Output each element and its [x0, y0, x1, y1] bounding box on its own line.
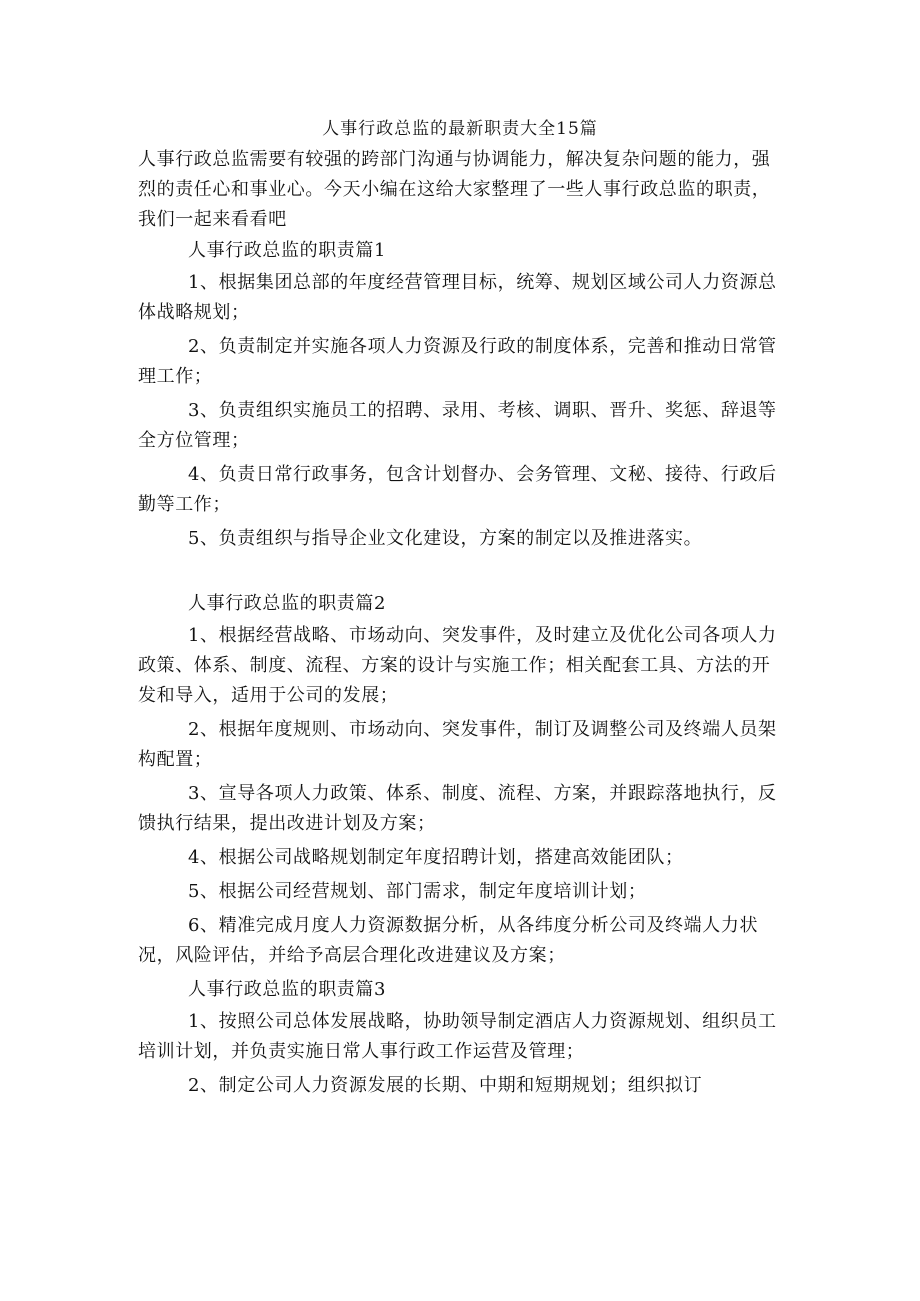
list-item: 2、负责制定并实施各项人力资源及行政的制度体系，完善和推动日常管理工作；: [138, 336, 777, 387]
list-item: 4、负责日常行政事务，包含计划督办、会务管理、文秘、接待、行政后勤等工作；: [138, 464, 777, 515]
list-item: 1、根据集团总部的年度经营管理目标，统筹、规划区域公司人力资源总体战略规划；: [138, 272, 777, 323]
section-heading-2: 人事行政总监的职责篇2: [188, 593, 387, 614]
intro-paragraph: 人事行政总监需要有较强的跨部门沟通与协调能力，解决复杂问题的能力，强烈的责任心和事业心。今天小编在这给大家整理了一些人事行政总监的职责，我们一起来看看吧: [138, 149, 771, 230]
list-item: 6、精准完成月度人力资源数据分析，从各纬度分析公司及终端人力状况，风险评估，并给予高层合理化改进建议及方案；: [138, 915, 759, 966]
section-heading-3: 人事行政总监的职责篇3: [188, 979, 387, 1000]
blank-line: [138, 558, 788, 588]
document-body: [138, 145, 788, 1105]
section-heading-1: 人事行政总监的职责篇1: [188, 240, 387, 261]
list-item: 4、根据公司战略规划制定年度招聘计划，搭建高效能团队；: [188, 847, 684, 868]
list-item: 1、按照公司总体发展战略，协助领导制定酒店人力资源规划、组织员工培训计划，并负责实施日常人事行政工作运营及管理；: [138, 1011, 777, 1062]
list-item: 5、负责组织与指导企业文化建设，方案的制定以及推进落实。: [188, 528, 703, 549]
list-item: 3、宣导各项人力政策、体系、制度、流程、方案，并跟踪落地执行，反馈执行结果，提出改进计划及方案；: [138, 783, 777, 834]
list-item: 5、根据公司经营规划、部门需求，制定年度培训计划；: [188, 881, 647, 902]
list-item: 2、制定公司人力资源发展的长期、中期和短期规划；组织拟订: [188, 1075, 703, 1096]
document-title: 人事行政总监的最新职责大全15篇: [322, 119, 598, 139]
list-item: 3、负责组织实施员工的招聘、录用、考核、调职、晋升、奖惩、辞退等全方位管理；: [138, 400, 777, 451]
list-item: 2、根据年度规则、市场动向、突发事件，制订及调整公司及终端人员架构配置；: [138, 719, 777, 770]
list-item: 1、根据经营战略、市场动向、突发事件，及时建立及优化公司各项人力政策、体系、制度、流程、方案的设计与实施工作；相关配套工具、方法的开发和导入，适用于公司的发展；: [138, 625, 777, 706]
